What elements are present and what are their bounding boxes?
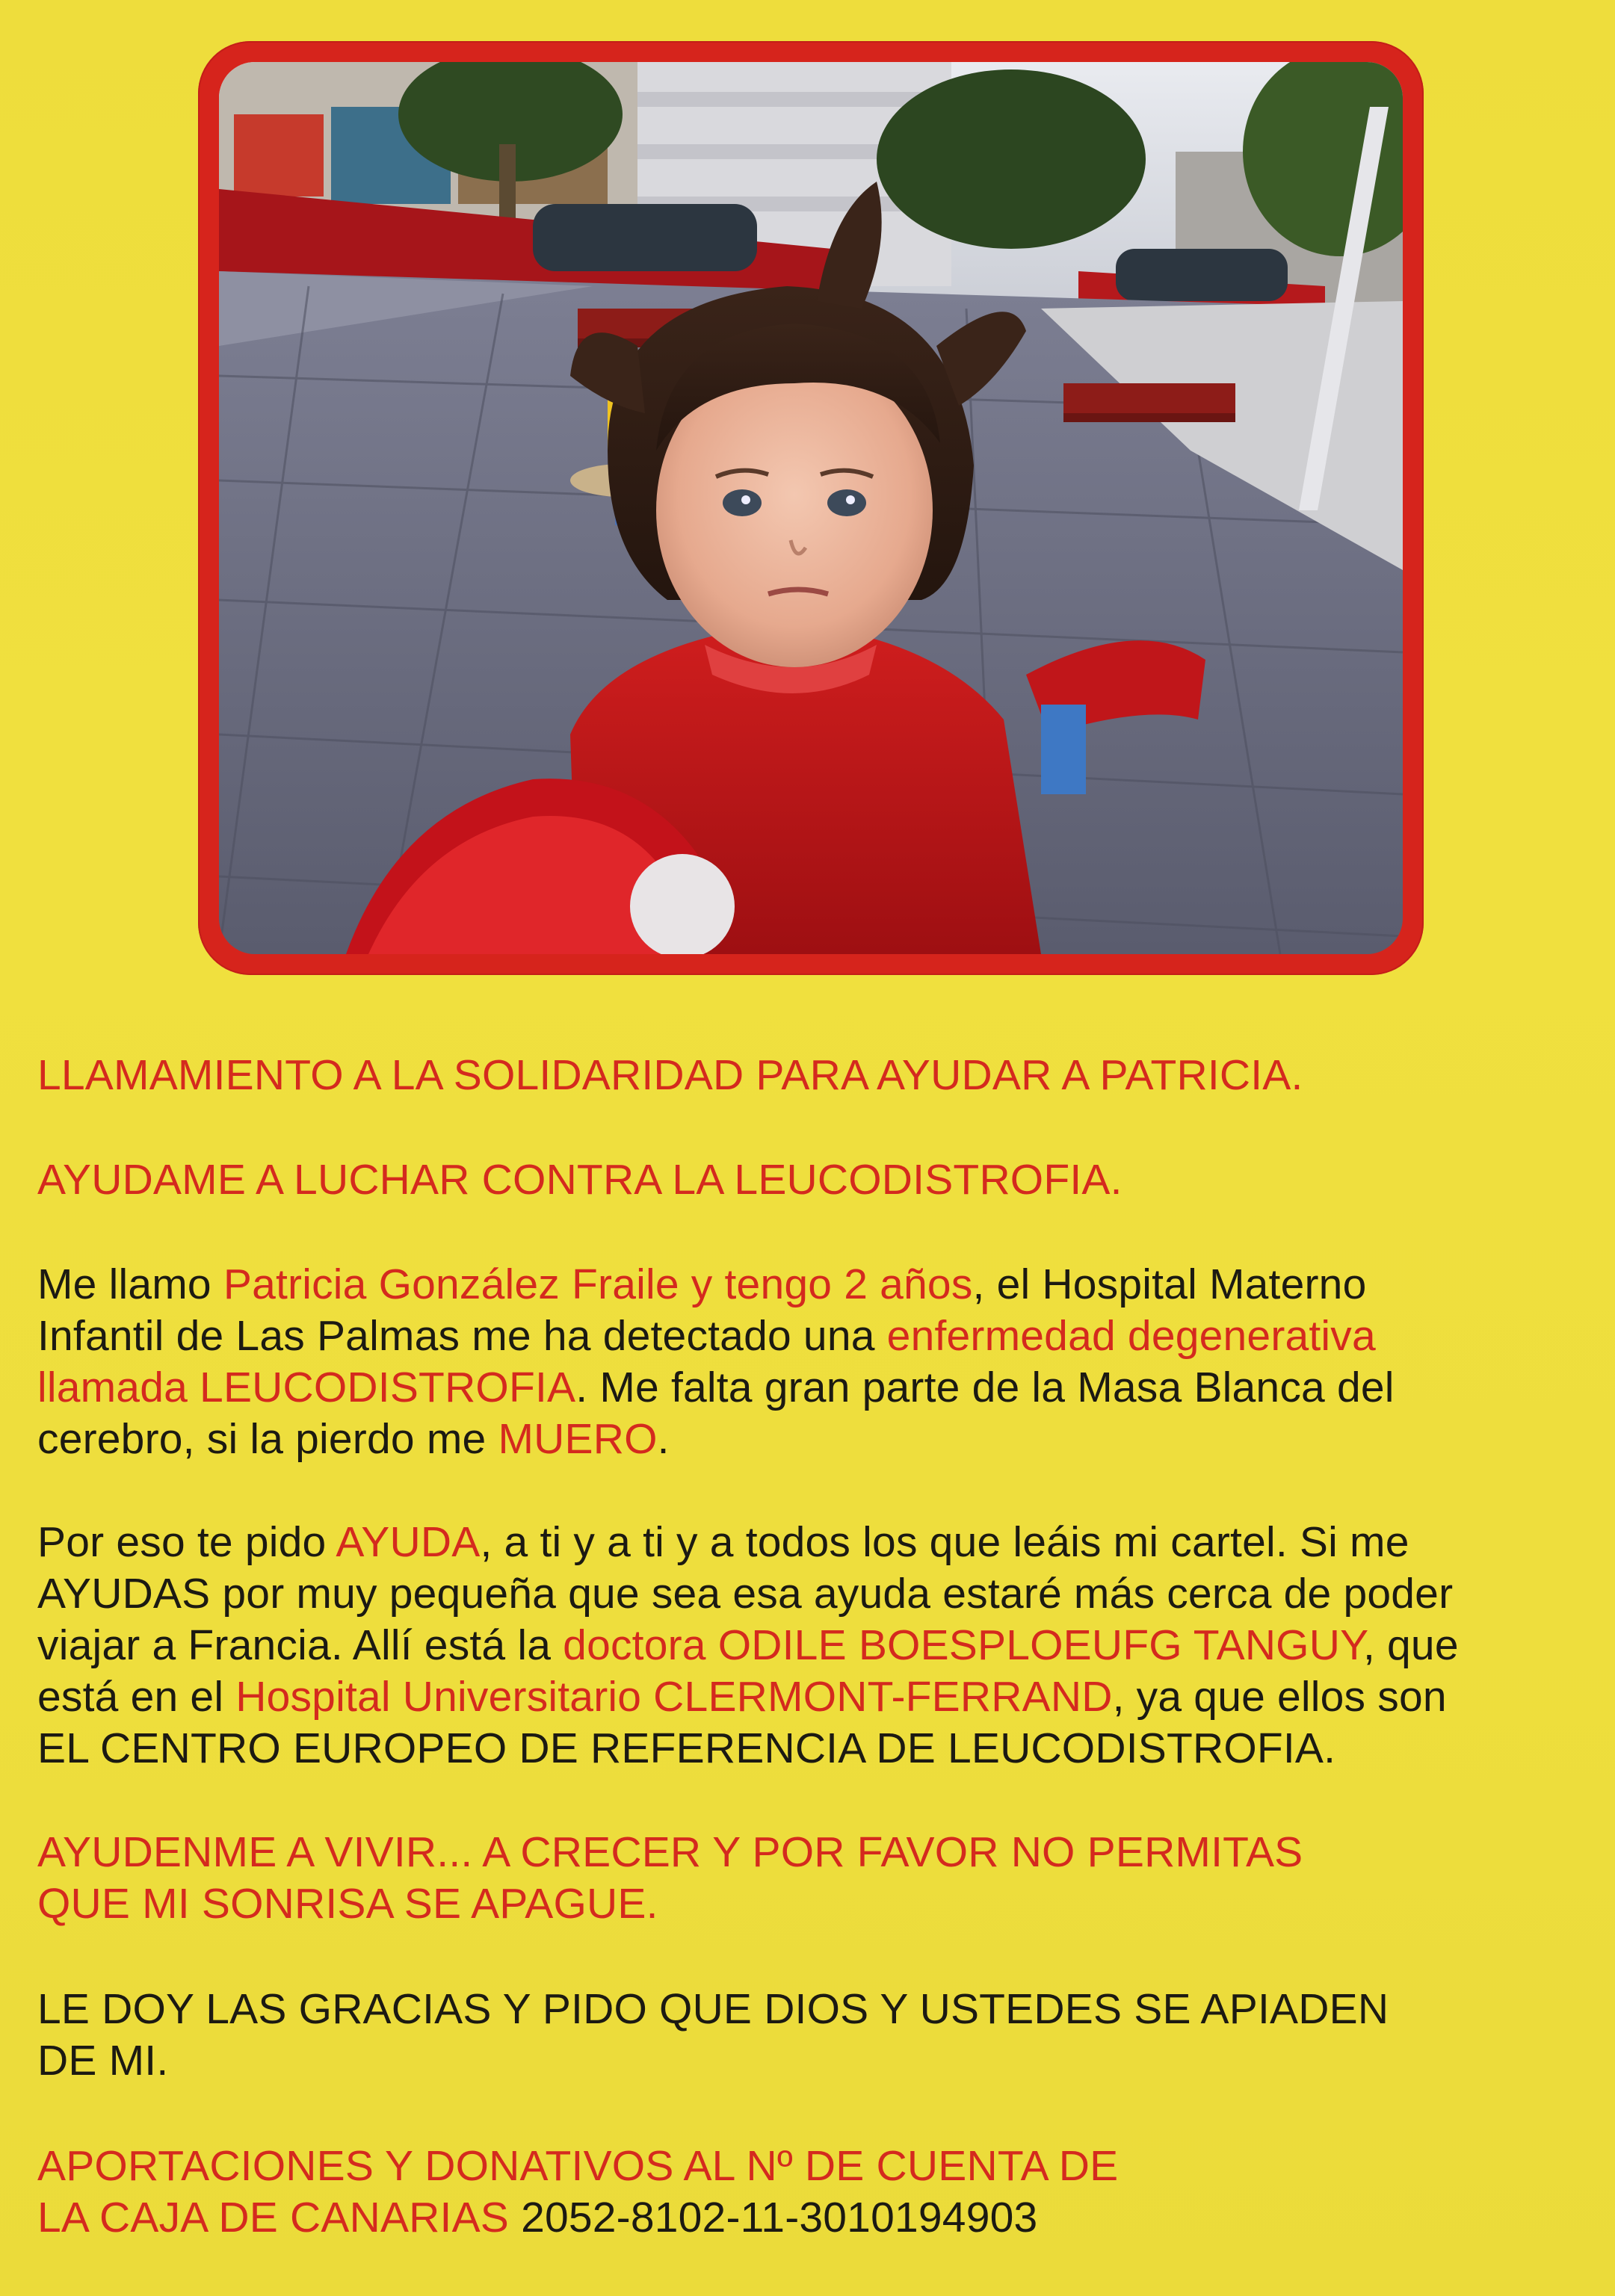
para1-line-4: [37, 1414, 1395, 1465]
para1-line-1: [37, 1259, 1395, 1311]
child-photo: [219, 62, 1403, 954]
para2-line-3-a: viajar a Francia. Allí está la: [37, 1621, 563, 1669]
para2-line-4: [37, 1671, 1459, 1723]
para1-line-4-a: cerebro, si la pierdo me: [37, 1415, 498, 1463]
para3-line-1: AYUDENME A VIVIR... A CRECER Y POR FAVOR NO PERMITAS: [37, 1828, 1303, 1876]
para4-line-2: DE MI.: [37, 2037, 169, 2085]
para2-line-4-a: está en el: [37, 1673, 236, 1721]
paragraph-introduction: [37, 1259, 1395, 1465]
para2-line-4-b: Hospital Universitario CLERMONT-FERRAND: [235, 1673, 1113, 1721]
para1-line-2-a: Infantil de Las Palmas me ha detectado una: [37, 1312, 887, 1360]
para2-line-1-b: AYUDA: [336, 1518, 481, 1566]
para1-line-2: [37, 1311, 1395, 1362]
paragraph-request: [37, 1517, 1459, 1774]
para2-line-3: [37, 1620, 1459, 1671]
para1-line-2-b: enfermedad degenerativa: [886, 1312, 1376, 1360]
photo-frame: [198, 41, 1424, 975]
para1-line-4-c: .: [657, 1415, 670, 1463]
playground-illustration: [219, 62, 1403, 954]
para2-line-3-b: doctora ODILE BOESPLOEUFG TANGUY: [563, 1621, 1363, 1669]
bank-name: LA CAJA DE CANARIAS: [37, 2194, 522, 2241]
para4-line-1: LE DOY LAS GRACIAS Y PIDO QUE DIOS Y USTEDES SE APIADEN: [37, 1985, 1389, 2033]
para1-line-1-a: Me llamo: [37, 1260, 223, 1308]
account-number: 2052-8102-11-3010194903: [521, 2194, 1038, 2241]
para2-line-3-c: , que: [1362, 1621, 1459, 1669]
para3-line-2: QUE MI SONRISA SE APAGUE.: [37, 1880, 658, 1928]
para2-line-5: EL CENTRO EUROPEO DE REFERENCIA DE LEUCODISTROFIA.: [37, 1724, 1336, 1772]
para1-line-3: [37, 1362, 1395, 1414]
heading-solidarity: [37, 1050, 1303, 1101]
para1-line-3-b: . Me falta gran parte de la Masa Blanca del: [575, 1364, 1395, 1411]
heading-fight: [37, 1154, 1123, 1206]
para2-line-1-c: , a ti y a ti y a todos los que leáis mi cartel. Si me: [480, 1518, 1409, 1566]
para1-line-1-c: , el Hospital Materno: [972, 1260, 1367, 1308]
paragraph-thanks: [37, 1984, 1389, 2087]
para1-line-1-b: Patricia González Fraile y tengo 2 años: [223, 1260, 973, 1308]
paragraph-plea: [37, 1827, 1303, 1930]
para2-line-4-c: , ya que ellos son: [1112, 1673, 1447, 1721]
para2-line-1: [37, 1517, 1459, 1568]
heading-solidarity-text: LLAMAMIENTO A LA SOLIDARIDAD PARA AYUDAR A PATRICIA.: [37, 1051, 1303, 1099]
para2-line-1-a: Por eso te pido: [37, 1518, 336, 1566]
paragraph-donations: [37, 2141, 1118, 2244]
para1-line-3-a: llamada LEUCODISTROFIA: [37, 1364, 576, 1411]
heading-fight-text: AYUDAME A LUCHAR CONTRA LA LEUCODISTROFIA.: [37, 1156, 1123, 1204]
para1-line-4-b: MUERO: [498, 1415, 658, 1463]
para2-line-2: AYUDAS por muy pequeña que sea esa ayuda estaré más cerca de poder: [37, 1570, 1454, 1618]
para5-line-2: [37, 2192, 1118, 2244]
para5-line-1: APORTACIONES Y DONATIVOS AL Nº DE CUENTA DE: [37, 2142, 1119, 2190]
